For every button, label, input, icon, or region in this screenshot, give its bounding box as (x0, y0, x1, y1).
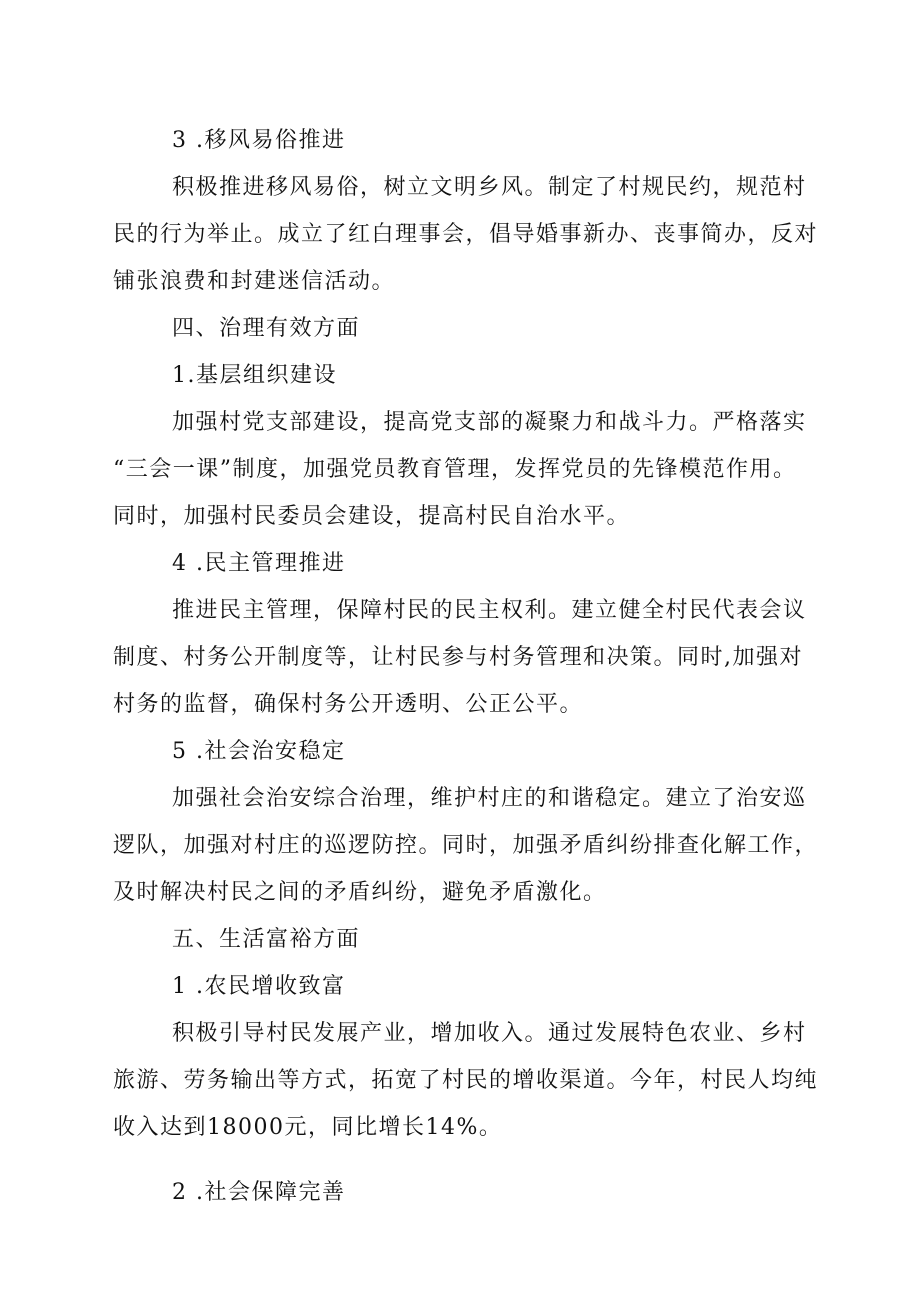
paragraph-line: 逻队，加强对村庄的巡逻防控。同时，加强矛盾纠纷排查化解工作， (113, 833, 819, 858)
paragraph-line: 铺张浪费和封建迷信活动。 (113, 269, 396, 294)
paragraph-line: 加强社会治安综合治理，维护村庄的和谐稳定。建立了治安巡 (172, 786, 807, 811)
subsection-heading-organization: 1.基层组织建设 (172, 363, 337, 388)
paragraph-line: 制度、村务公开制度等，让村民参与村务管理和决策。同时,加强对 (113, 645, 803, 670)
paragraph-line: “三会一课”制度，加强党员教育管理，发挥党员的先锋模范作用。 (113, 457, 797, 482)
subsection-heading-democracy: 4 .民主管理推进 (172, 551, 346, 576)
paragraph-line: 村务的监督，确保村务公开透明、公正公平。 (113, 692, 584, 717)
section-heading-governance: 四、治理有效方面 (172, 316, 361, 341)
paragraph-line: 同时，加强村民委员会建设，提高村民自治水平。 (113, 504, 631, 529)
paragraph-line: 加强村党支部建设，提高党支部的凝聚力和战斗力。严格落实 (172, 410, 807, 435)
section-heading-prosperity: 五、生活富裕方面 (172, 927, 361, 952)
paragraph-line: 收入达到18000元，同比增长14%。 (113, 1115, 503, 1140)
paragraph-line: 积极引导村民发展产业，增加收入。通过发展特色农业、乡村 (172, 1021, 807, 1046)
section-heading-3-customs: 3 .移风易俗推进 (172, 128, 346, 153)
paragraph-line: 及时解决村民之间的矛盾纠纷，避免矛盾激化。 (113, 880, 607, 905)
paragraph-line: 旅游、劳务输出等方式，拓宽了村民的增收渠道。今年，村民人均纯 (113, 1068, 819, 1093)
subsection-heading-social-security: 2 .社会保障完善 (172, 1180, 346, 1205)
paragraph-line: 积极推进移风易俗，树立文明乡风。制定了村规民约，规范村 (172, 175, 807, 200)
paragraph-line: 民的行为举止。成立了红白理事会，倡导婚事新办、丧事简办，反对 (113, 222, 819, 247)
subsection-heading-public-order: 5 .社会治安稳定 (172, 739, 346, 764)
paragraph-line: 推进民主管理，保障村民的民主权利。建立健全村民代表会议 (172, 598, 807, 623)
subsection-heading-income: 1 .农民增收致富 (172, 974, 346, 999)
